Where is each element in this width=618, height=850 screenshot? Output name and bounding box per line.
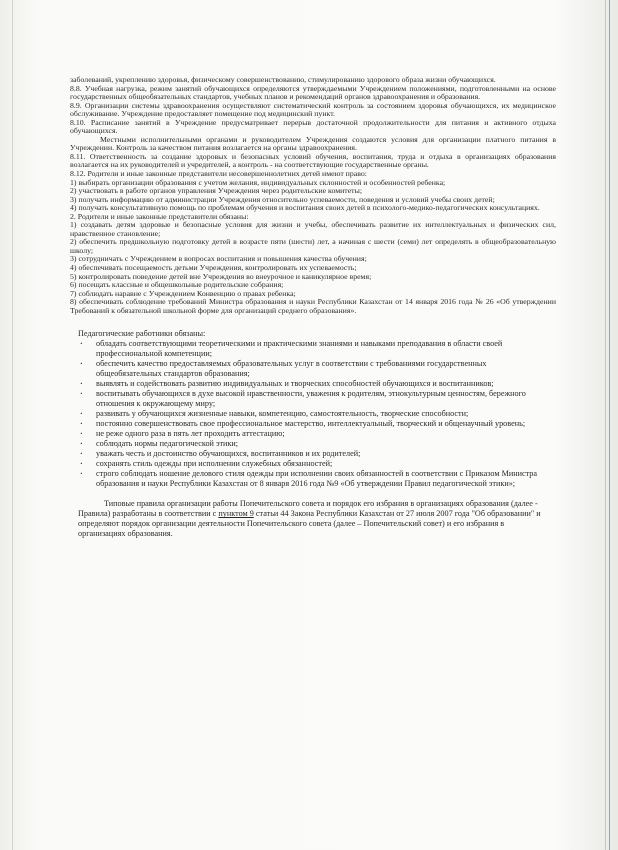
teachers-section <box>78 329 544 489</box>
duties-title: 2. Родители и иные законные представители обязаны: <box>70 211 249 221</box>
list-item: · развивать у обучающихся жизненные навыки, компетенцию, самостоятельность, творческие способности; <box>78 409 544 419</box>
scan-edge-right <box>605 0 606 850</box>
document-body <box>70 76 556 539</box>
duties-item: 4) обеспечивать посещаемость детьми Учреждения, контролировать их успеваемость; <box>70 263 357 273</box>
list-item: · постоянно совершенствовать свое профессиональное мастерство, интеллектуальный, творческий и общенаучный уровень; <box>78 419 544 429</box>
law-reference-link: пунктом 9 <box>218 509 254 519</box>
rights-item: 2) участвовать в работе органов управления Учреждения через родительские комитеты; <box>70 186 362 196</box>
board-rules-paragraph <box>78 499 544 539</box>
teachers-list <box>78 339 544 489</box>
duties-item: 1) создавать детям здоровые и безопасные условия для жизни и учебы, обеспечивать развитие их интеллектуальных и физических сил, нравственное становление; <box>70 220 556 238</box>
list-item: · обладать соответствующими теоретическими и практическими знаниями и навыками преподавания в области своей профессиональной компетенции; <box>78 339 544 359</box>
paragraph: заболеваний, укреплению здоровья, физическому совершенствованию, стимулированию здорового образа жизни обучающихся. <box>70 75 496 84</box>
duties-item: 7) соблюдать наравне с Учреждением Конвенцию о правах ребенка; <box>70 288 296 298</box>
paragraph-8-12: 8.12. Родители и иные законные представители несовершеннолетних детей имеют право: <box>70 169 367 179</box>
duties-item: 5) контролировать поведение детей вне Учреждения во внеурочное и каникулярное время; <box>70 271 372 281</box>
list-item: · сохранять стиль одежды при исполнении служебных обязанностей; <box>78 459 544 469</box>
paragraph-8-8: 8.8. Учебная нагрузка, режим занятий обучающихся определяются утверждаемыми Учреждением положениями, подготовленными на основе государственных общеобязательных стандартов, учебных планов и рекомендаций органов здравоохранения и образования. <box>70 83 556 102</box>
paragraph-8-9: 8.9. Организации системы здравоохранения осуществляют систематический контроль за состоянием здоровья обучающихся, их медицинское обслуживание. Учреждение предоставляет помещение под медицинский пункт. <box>70 100 556 119</box>
paragraph-catering: Местными исполнительными органами и руководителем Учреждения создаются условия для организации платного питания в Учреждении. Контроль за качеством питания возлагается на органы здравоохранения. <box>70 134 556 153</box>
duties-item: 3) сотрудничать с Учреждением в вопросах воспитания и повышения качества обучения; <box>70 254 367 264</box>
rights-item: 4) получать консультативную помощь по проблемам обучения и воспитания своих детей в психолого-медико-педагогических консультациях. <box>70 203 540 213</box>
rights-item: 3) получать информацию от администрации Учреждения относительно успеваемости, поведения и условий учебы своих детей; <box>70 194 495 204</box>
list-item: · обеспечить качество предоставляемых образовательных услуг в соответствии с требованиями государственных общеобязательных стандартов образования; <box>78 359 544 379</box>
list-item: · выявлять и содействовать развитию индивидуальных и творческих способностей обучающихся и воспитанников; <box>78 379 544 389</box>
paragraph-8-10: 8.10. Расписание занятий в Учреждение предусматривает перерыв достаточной продолжительности для питания и активного отдыха обучающихся. <box>70 117 556 136</box>
list-item: · уважать честь и достоинство обучающихся, воспитанников и их родителей; <box>78 449 544 459</box>
rights-item: 1) выбирать организации образования с учетом желания, индивидуальных склонностей и особенностей ребенка; <box>70 177 446 187</box>
paragraph-8-11: 8.11. Ответственность за создание здоровых и безопасных условий обучения, воспитания, труда и отдыха в организациях образования возлагается на их руководителей и учредителей, а контроль - на соответствующие государственные органы. <box>70 151 556 170</box>
text-segment: Типовые правила организации работы Попечительского совета и порядок его избрания в организациях образования (далее - Правила) разработаны в соответствии с <box>78 499 538 519</box>
list-item: · строго соблюдать ношение делового стиля одежды при исполнении своих обязанностей в соответствии с Приказом Министра образования и науки Республики Казахстан от 8 января 2016 года №9 «Об утверждении Правил педагогической этики»; <box>78 469 544 489</box>
list-item: · соблюдать нормы педагогической этики; <box>78 439 544 449</box>
teachers-title: Педагогические работники обязаны: <box>78 329 206 339</box>
list-item: · воспитывать обучающихся в духе высокой нравственности, уважения к родителям, этнокультурным ценностям, бережного отношения к окружающему миру; <box>78 389 544 409</box>
scan-edge-right-outer <box>609 0 610 850</box>
duties-item: 8) обеспечивать соблюдение требований Министра образования и науки Республики Казахстан от 14 января 2016 года № 26 «Об утверждении Требований к обязательной школьной форме для организаций среднего образования». <box>70 297 556 315</box>
text-segment: статьи 44 Закона Республики Казахстан от 27 июля 2007 года "Об образовании" и определяют порядок организации деятельности Попечительского совета (далее – Попечительский совет) и его избрания в организациях образования. <box>78 509 541 539</box>
duties-item: 2) обеспечить предшкольную подготовку детей в возрасте пяти (шести) лет, а начиная с шести (семи) лет определять в общеобразовательную школу; <box>70 237 556 255</box>
scan-edge-left <box>12 0 13 850</box>
list-item: · не реже одного раза в пять лет проходить аттестацию; <box>78 429 544 439</box>
duties-item: 6) посещать классные и общешкольные родительские собрания; <box>70 280 284 290</box>
